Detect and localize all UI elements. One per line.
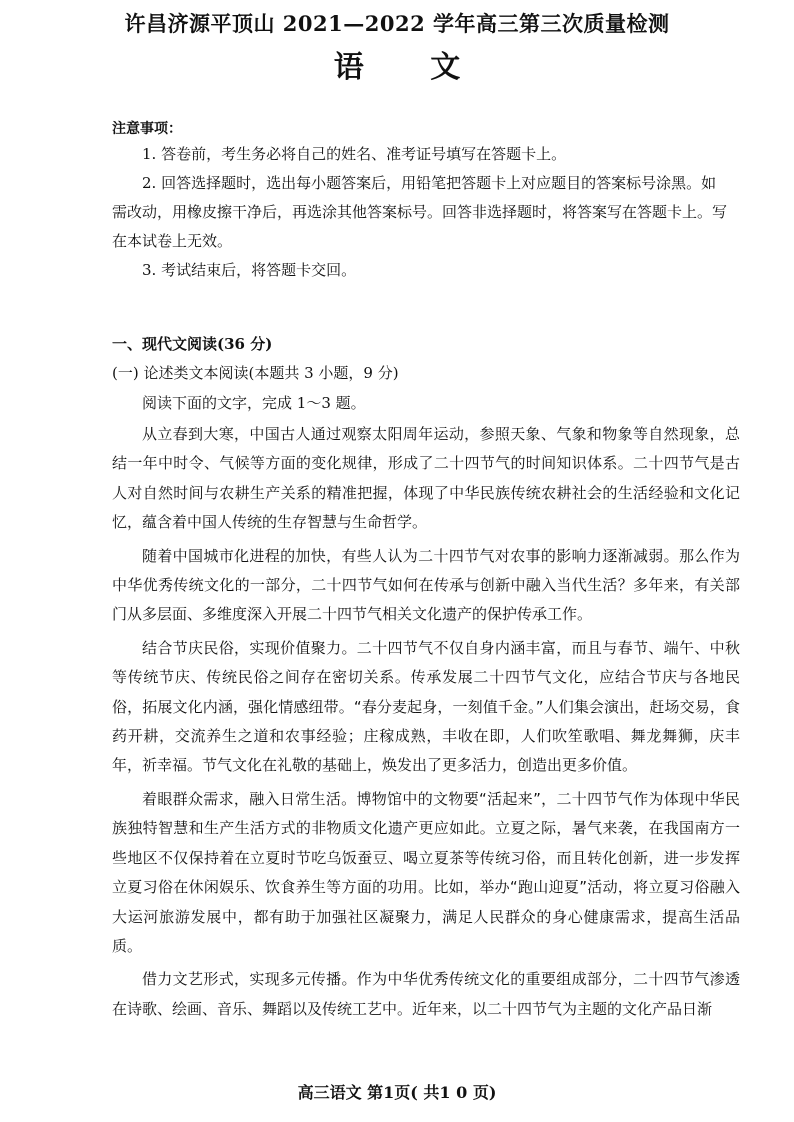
passage-paragraph: 随着中国城市化进程的加快，有些人认为二十四节气对农事的影响力逐渐减弱。那么作为中华优秀传统文化的一部分，二十四节气如何在传承与创新中融入当代生活？多年来，有关部门从多层面、多维度深入开展二十四节气相关文化遗产的保护传承工作。 [112, 546, 740, 624]
notes-list [112, 140, 730, 285]
reading-passage [112, 420, 740, 1028]
passage-paragraph: 借力文艺形式，实现多元传播。作为中华优秀传统文化的重要组成部分，二十四节气渗透在诗歌、绘画、音乐、舞蹈以及传统工艺中。近年来，以二十四节气为主题的文化产品日渐 [112, 970, 740, 1018]
passage-paragraph: 从立春到大寒，中国古人通过观察太阳周年运动，参照天象、气象和物象等自然现象，总结一年中时令、气候等方面的变化规律，形成了二十四节气的时间知识体系。二十四节气是古人对自然时间与农耕生产关系的精准把握，体现了中华民族传统农耕社会的生活经验和文化记忆，蕴含着中国人传统的生存智慧与生命哲学。 [112, 425, 740, 532]
passage-paragraph: 着眼群众需求，融入日常生活。博物馆中的文物要“活起来”，二十四节气作为体现中华民族独特智慧和生产生活方式的非物质文化遗产更应如此。立夏之际，暑气来袭，在我国南方一些地区不仅保持着在立夏时节吃乌饭蚕豆、喝立夏茶等传统习俗，而且转化创新，进一步发挥立夏习俗在休闲娱乐、饮食养生等方面的功用。比如，举办“跑山迎夏”活动，将立夏习俗融入大运河旅游发展中，都有助于加强社区凝聚力，满足人民群众的身心健康需求，提高生活品质。 [112, 789, 740, 955]
exam-title: 许昌济源平顶山 2021—2022 学年高三第三次质量检测 [124, 11, 670, 36]
note-item: 1. 答卷前，考生务必将自己的姓名、准考证号填写在答题卡上。 [142, 145, 567, 163]
subsection-heading: (一) 论述类文本阅读(本题共 3 小题，9 分) [112, 364, 399, 382]
passage-paragraph: 结合节庆民俗，实现价值聚力。二十四节气不仅自身内涵丰富，而且与春节、端午、中秋等传统节庆、传统民俗之间存在密切关系。传承发展二十四节气文化，应结合节庆与各地民俗，拓展文化内涵，强化情感纽带。“春分麦起身，一刻值千金。”人们集会演出，赶场交易，食药开耕，交流养生之道和农事经验；庄稼成熟，丰收在即，人们吹笙歌唱、舞龙舞狮，庆丰年，祈幸福。节气文化在礼敬的基础上，焕发出了更多活力，创造出更多价值。 [112, 638, 740, 775]
page-footer: 高三语文 第1页( 共1 0 页) [297, 1083, 497, 1102]
reading-instruction: 阅读下面的文字，完成 1～3 题。 [142, 394, 366, 412]
section-heading: 一、现代文阅读(36 分) [112, 335, 273, 353]
note-item: 3. 考试结束后，将答题卡交回。 [142, 261, 357, 279]
notes-heading: 注意事项： [112, 121, 182, 137]
subject-title: 语 文 [333, 50, 489, 85]
note-item: 2. 回答选择题时，选出每小题答案后，用铅笔把答题卡上对应题目的答案标号涂黑。如需改动，用橡皮擦干净后，再选涂其他答案标号。回答非选择题时，将答案写在答题卡上。写在本试卷上无效。 [112, 174, 728, 250]
